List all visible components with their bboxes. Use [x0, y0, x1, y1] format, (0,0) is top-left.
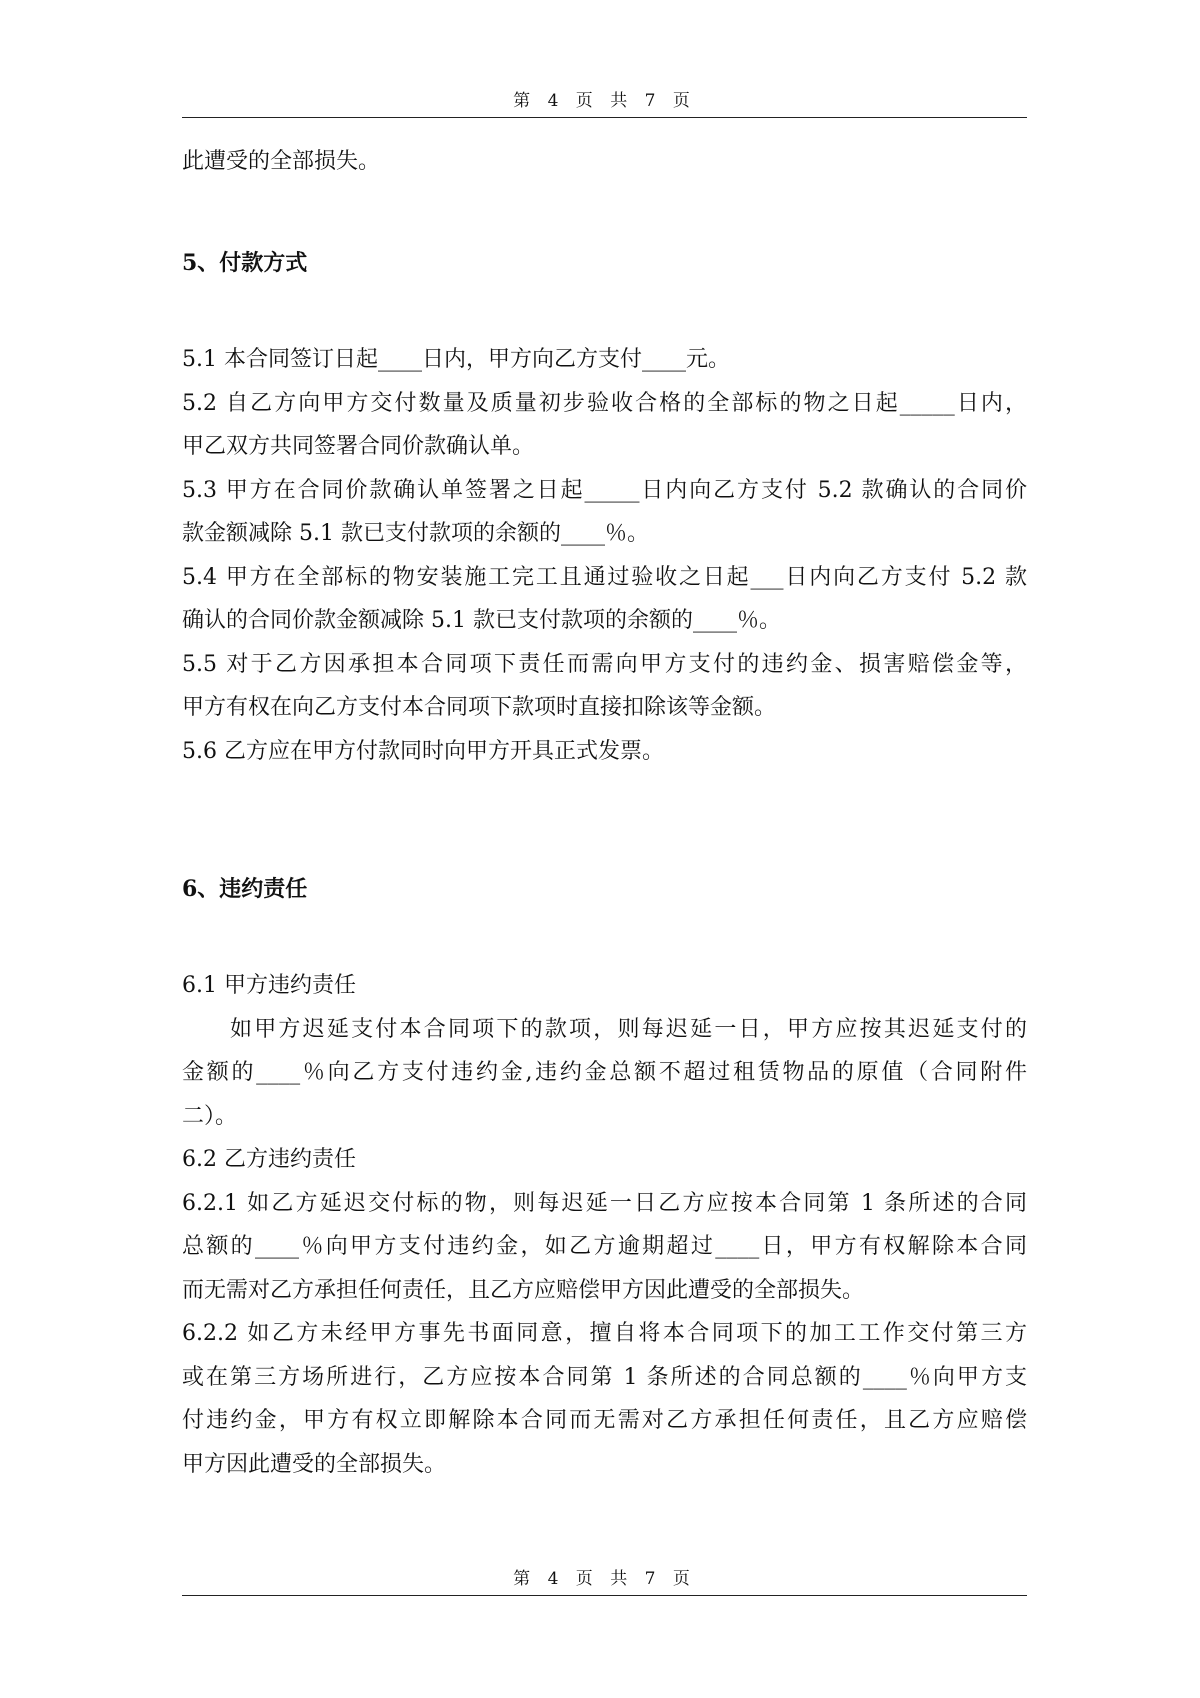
clause-5-3-line2: 款金额减除 5.1 款已支付款项的余额的____％。 — [182, 521, 649, 546]
payment-clauses — [182, 338, 1027, 773]
clause-6-2-2-line1: 6.2.2 如乙方未经甲方事先书面同意，擅自将本合同项下的加工工作交付第三方 — [182, 1321, 1027, 1346]
section-heading-liability — [182, 868, 1027, 912]
paragraph-line: 此遭受的全部损失。 — [182, 149, 381, 174]
clause-5-6: 5.6 乙方应在甲方付款同时向甲方开具正式发票。 — [182, 738, 664, 764]
clause-5-2-line1: 5.2 自乙方向甲方交付数量及质量初步验收合格的全部标的物之日起_____日内， — [182, 390, 1027, 416]
heading-text: 5、付款方式 — [182, 250, 308, 276]
liability-clauses — [182, 964, 1027, 1486]
clause-5-1: 5.1 本合同签订日起____日内，甲方向乙方支付____元。 — [182, 347, 730, 372]
clause-6-2-2-line4: 甲方因此遭受的全部损失。 — [182, 1451, 447, 1477]
clause-5-4-line2: 确认的合同价款金额减除 5.1 款已支付款项的余额的____％。 — [182, 608, 781, 633]
clause-6-2-title: 6.2 乙方违约责任 — [182, 1147, 356, 1172]
clause-5-2-line2: 甲乙双方共同签署合同价款确认单。 — [182, 434, 535, 459]
section-heading-payment — [182, 242, 1027, 286]
clause-6-1-line1: 如甲方迟延支付本合同项下的款项，则每迟延一日，甲方应按其迟延支付的 — [230, 1016, 1027, 1042]
clause-6-2-1-line2: 总额的____％向甲方支付违约金，如乙方逾期超过____日，甲方有权解除本合同 — [182, 1234, 1027, 1259]
clause-5-3-line1: 5.3 甲方在合同价款确认单签署之日起_____日内向乙方支付 5.2 款确认的合同价 — [182, 477, 1027, 503]
heading-text: 6、违约责任 — [182, 876, 308, 902]
clause-6-2-2-line2: 或在第三方场所进行，乙方应按本合同第 1 条所述的合同总额的____％向甲方支 — [182, 1364, 1027, 1390]
clause-6-2-1-line1: 6.2.1 如乙方延迟交付标的物，则每迟延一日乙方应按本合同第 1 条所述的合同 — [182, 1190, 1027, 1216]
clause-5-4-line1: 5.4 甲方在全部标的物安装施工完工且通过验收之日起___日内向乙方支付 5.2 款 — [182, 564, 1027, 590]
clause-6-2-1-line3: 而无需对乙方承担任何责任，且乙方应赔偿甲方因此遭受的全部损失。 — [182, 1277, 865, 1303]
clause-6-1-title: 6.1 甲方违约责任 — [182, 973, 356, 998]
page-header: 第 4 页 共 7 页 — [182, 86, 1027, 118]
clause-6-1-line3: 二）。 — [182, 1103, 238, 1129]
contract-body-top — [182, 140, 1027, 184]
clause-6-2-2-line3: 付违约金，甲方有权立即解除本合同而无需对乙方承担任何责任，且乙方应赔偿 — [182, 1408, 1027, 1433]
clause-6-1-line2: 金额的____％向乙方支付违约金,违约金总额不超过租赁物品的原值（合同附件 — [182, 1060, 1027, 1085]
page-footer: 第 4 页 共 7 页 — [182, 1564, 1027, 1596]
clause-5-5-line2: 甲方有权在向乙方支付本合同项下款项时直接扣除该等金额。 — [182, 695, 777, 720]
clause-5-5-line1: 5.5 对于乙方因承担本合同项下责任而需向甲方支付的违约金、损害赔偿金等， — [182, 651, 1027, 677]
